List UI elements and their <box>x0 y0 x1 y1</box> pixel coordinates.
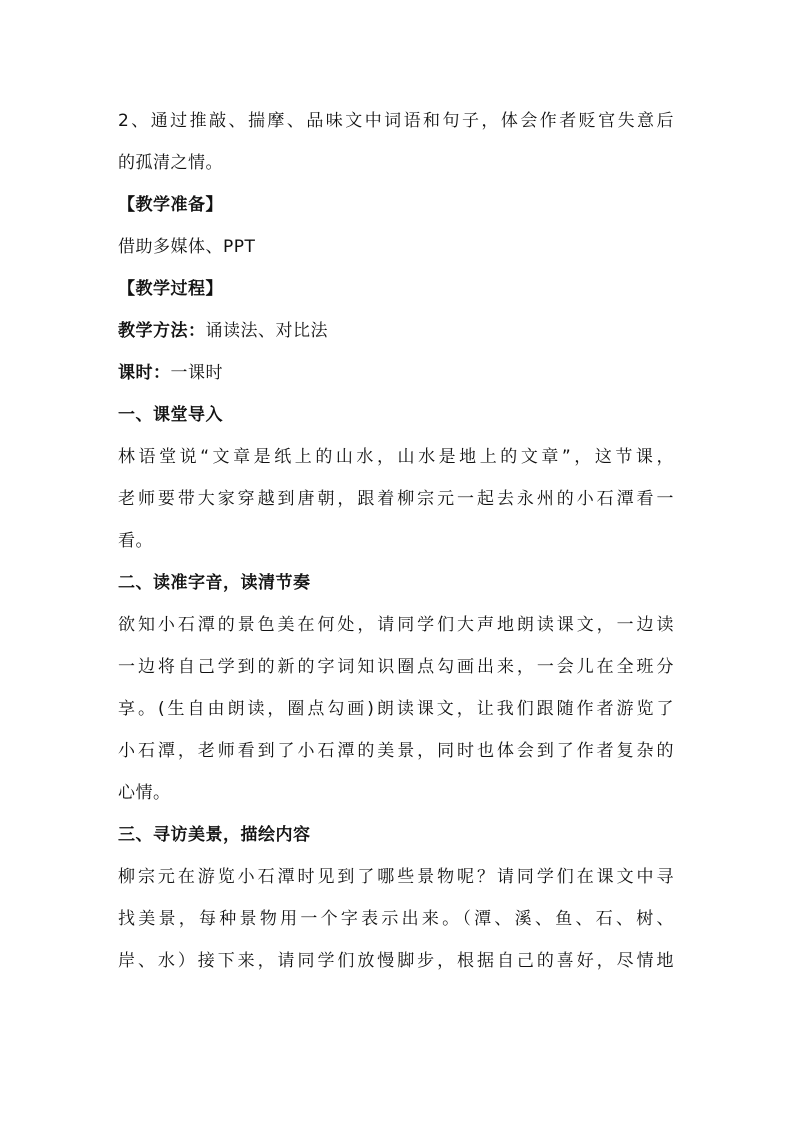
section-3-heading: 三、寻访美景，描绘内容 <box>118 825 311 845</box>
period-line <box>118 352 678 394</box>
prep-heading: 【教学准备】 <box>118 195 223 215</box>
section-2-line-5: 心情。 <box>118 783 171 803</box>
section-1-line-3: 看。 <box>118 531 153 551</box>
process-heading: 【教学过程】 <box>118 279 223 299</box>
method-value: 诵读法、对比法 <box>205 321 328 341</box>
document-page <box>118 100 678 982</box>
section-2-line-3: 享。(生自由朗读，圈点勾画)朗读课文，让我们跟随作者游览了 <box>118 699 674 719</box>
prep-text: 借助多媒体、PPT <box>118 237 256 257</box>
objective-2-line-1: 2、通过推敲、揣摩、品味文中词语和句子，体会作者贬官失意后 <box>118 111 674 131</box>
section-2-heading: 二、读准字音，读清节奏 <box>118 573 311 593</box>
period-value: 一课时 <box>170 363 223 383</box>
section-2-line-4: 小石潭，老师看到了小石潭的美景，同时也体会到了作者复杂的 <box>118 741 674 761</box>
section-2-line-2: 一边将自己学到的新的字词知识圈点勾画出来，一会儿在全班分 <box>118 657 674 677</box>
section-3-line-2: 找美景，每种景物用一个字表示出来。（潭、溪、鱼、石、树、 <box>118 909 674 929</box>
method-label: 教学方法： <box>118 321 206 341</box>
section-1-line-1: 林语堂说“文章是纸上的山水，山水是地上的文章”，这节课， <box>118 447 674 467</box>
method-line <box>118 310 678 352</box>
section-1-line-2: 老师要带大家穿越到唐朝，跟着柳宗元一起去永州的小石潭看一 <box>118 489 674 509</box>
section-2-line-1: 欲知小石潭的景色美在何处，请同学们大声地朗读课文，一边读 <box>118 615 674 635</box>
objective-2-line-2: 的孤清之情。 <box>118 153 223 173</box>
section-1-heading: 一、课堂导入 <box>118 405 223 425</box>
section-3-line-3: 岸、水）接下来，请同学们放慢脚步，根据自己的喜好，尽情地 <box>118 951 674 971</box>
period-label: 课时： <box>118 363 171 383</box>
section-3-line-1: 柳宗元在游览小石潭时见到了哪些景物呢？请同学们在课文中寻 <box>118 867 674 887</box>
